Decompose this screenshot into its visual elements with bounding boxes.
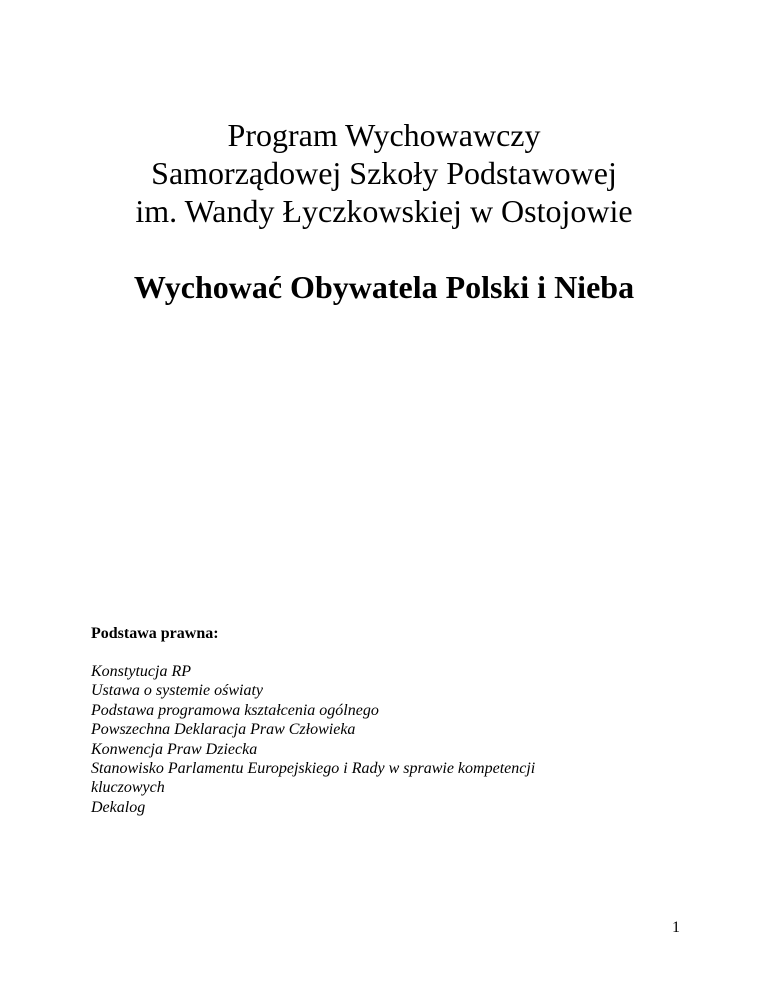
legal-basis-item: Konwencja Praw Dziecka: [91, 740, 258, 758]
legal-basis-item: Ustawa o systemie oświaty: [91, 682, 263, 700]
page-number: 1: [672, 919, 680, 936]
document-motto: Wychować Obywatela Polski i Nieba: [133, 269, 635, 305]
legal-basis-item: Konstytucja RP: [91, 663, 191, 680]
legal-basis-item: Powszechna Deklaracja Praw Człowieka: [91, 721, 356, 739]
legal-basis-list: [91, 662, 651, 817]
title-line-program: Program Wychowawczy: [227, 117, 541, 153]
document-title: [0, 116, 768, 230]
title-line-school: Samorządowej Szkoły Podstawowej: [151, 155, 617, 191]
legal-basis-item: Dekalog: [91, 798, 146, 816]
legal-basis-heading: Podstawa prawna:: [91, 625, 219, 642]
title-line-patron: im. Wandy Łyczkowskiej w Ostojowie: [135, 193, 633, 229]
legal-basis-item: Podstawa programowa kształcenia ogólnego: [91, 701, 379, 719]
legal-basis-section: [91, 624, 651, 817]
legal-basis-item: kluczowych: [91, 779, 165, 797]
legal-basis-item: Stanowisko Parlamentu Europejskiego i Rady w sprawie kompetencji: [91, 760, 536, 778]
